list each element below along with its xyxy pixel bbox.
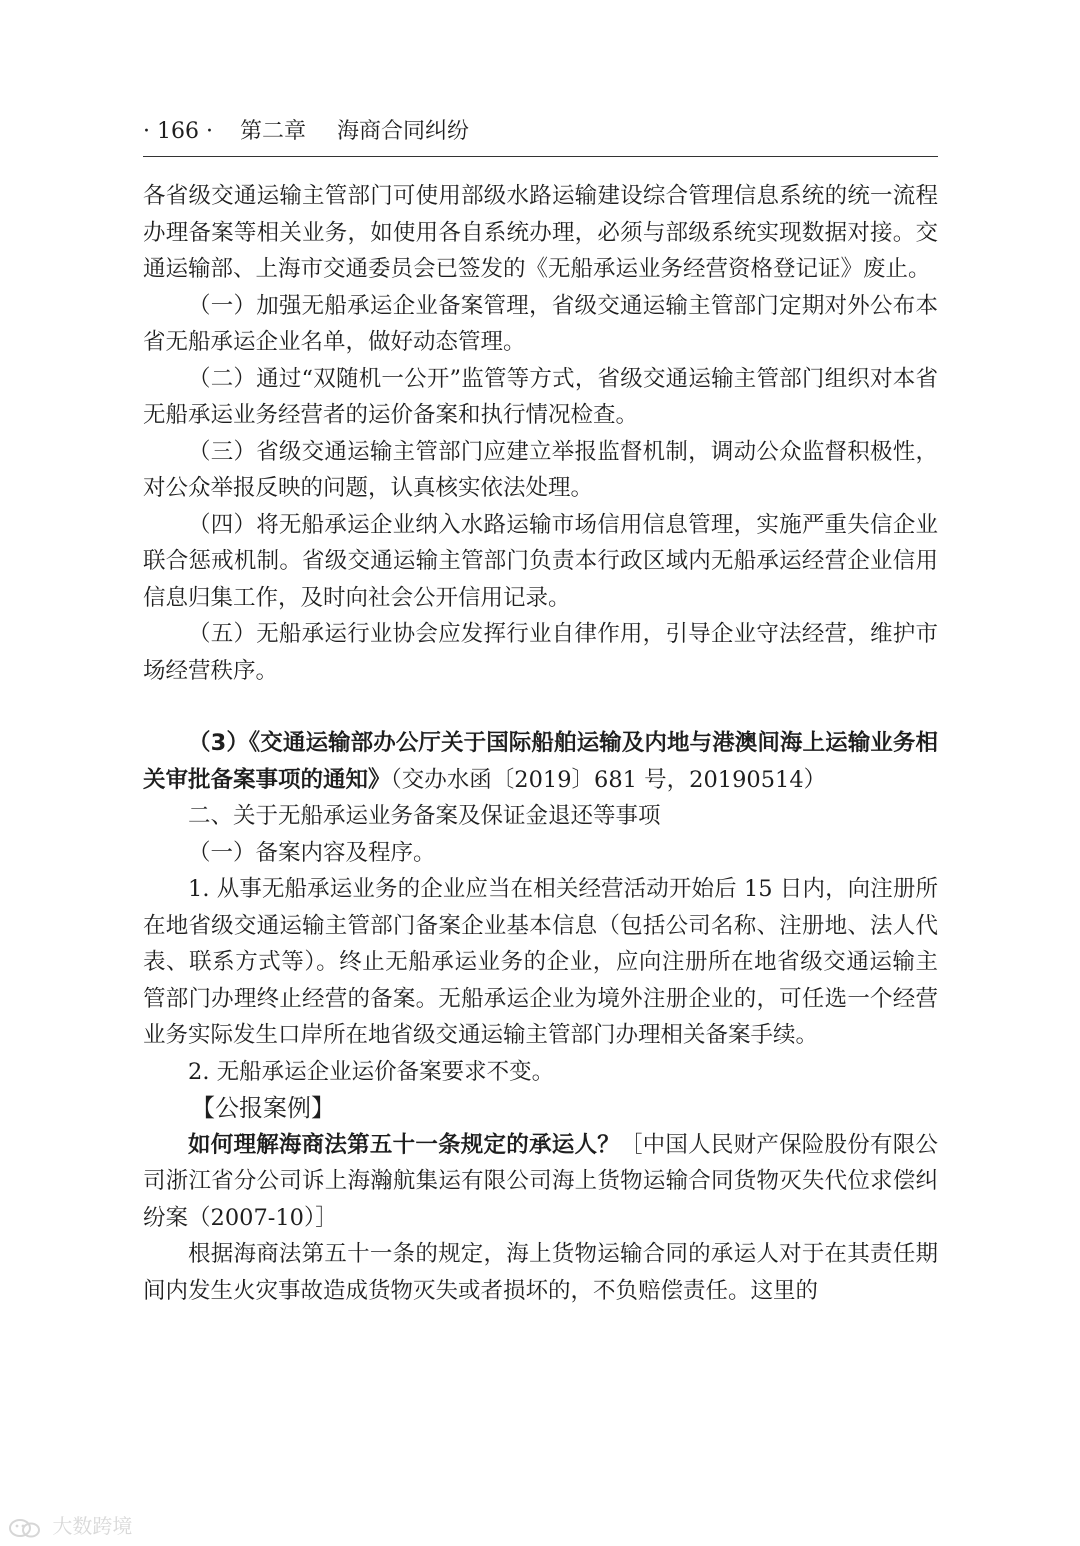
case-question-paragraph [143,1127,938,1237]
notice-title-paragraph [143,725,938,798]
paragraph-continued: 各省级交通运输主管部门可使用部级水路运输建设综合管理信息系统的统一流程办理备案等相关业务，如使用各自系统办理，必须与部级系统实现数据对接。交通运输部、上海市交通委员会已签发的《无船承运业务经营资格登记证》废止。 [143,183,938,282]
chapter-label: 第二章 [239,119,306,144]
notice-title: （3）《交通运输部办公厅关于国际船舶运输及内地与港澳间海上运输业务相关审批备案事项的通知》 [143,730,938,793]
page-body [143,178,938,1309]
running-header [143,112,938,152]
case-reference: ［中国人民财产保险股份有限公司浙江省分公司诉上海瀚航集运有限公司海上货物运输合同货物灭失代位求偿纠纷案（2007-10）］ [143,1131,938,1231]
header-rule [143,156,938,157]
case-body: 根据海商法第五十一条的规定，海上货物运输合同的承运人对于在其责任期间内发生火灾事故造成货物灭失或者损坏的，不负赔偿责任。这里的 [143,1241,938,1304]
paragraph-item-3: （三）省级交通运输主管部门应建立举报监督机制，调动公众监督积极性，对公众举报反映的问题，认真核实依法处理。 [143,438,938,501]
paragraph-item-4: （四）将无船承运企业纳入水路运输市场信用信息管理，实施严重失信企业联合惩戒机制。省级交通运输主管部门负责本行政区域内无船承运经营企业信用信息归集工作，及时向社会公开信用记录。 [143,511,938,611]
paragraph-item-2: （二）通过“双随机一公开”监管等方式，省级交通运输主管部门组织对本省无船承运业务经营者的运价备案和执行情况检查。 [143,365,938,428]
watermark [8,1510,132,1539]
case-question: 如何理解海商法第五十一条规定的承运人？ [188,1131,620,1158]
notice-doc-ref: （交办水函〔2019〕681 号，20190514） [390,766,827,793]
paragraph-item-5: （五）无船承运行业协会应发挥行业自律作用，引导企业守法经营，维护市场经营秩序。 [143,621,938,684]
chapter-title: 海商合同纠纷 [336,119,469,144]
notice-subsection: （一）备案内容及程序。 [188,839,436,866]
paragraph-item-1: （一）加强无船承运企业备案管理，省级交通运输主管部门定期对外公布本省无船承运企业名单，做好动态管理。 [143,292,938,355]
case-heading: 【公报案例】 [191,1094,335,1122]
notice-section: 二、关于无船承运业务备案及保证金退还等事项 [188,803,661,829]
notice-item-1: 1. 从事无船承运业务的企业应当在相关经营活动开始后 15 日内，向注册所在地省级交通运输主管部门备案企业基本信息（包括公司名称、注册地、法人代表、联系方式等）。终止无船承运业务的企业，应向注册所在地省级交通运输主管部门办理终止经营的备案。无船承运企业为境外注册企业的，可任选一个经营业务实际发生口岸所在地省级交通运输主管部门办理相关备案手续。 [143,876,938,1048]
page-number: · 166 · [143,119,213,144]
notice-item-2: 2. 无船承运企业运价备案要求不变。 [188,1058,555,1085]
watermark-text: 大数跨境 [52,1514,133,1538]
wechat-logo-icon [8,1518,42,1538]
section-gap [143,689,938,725]
